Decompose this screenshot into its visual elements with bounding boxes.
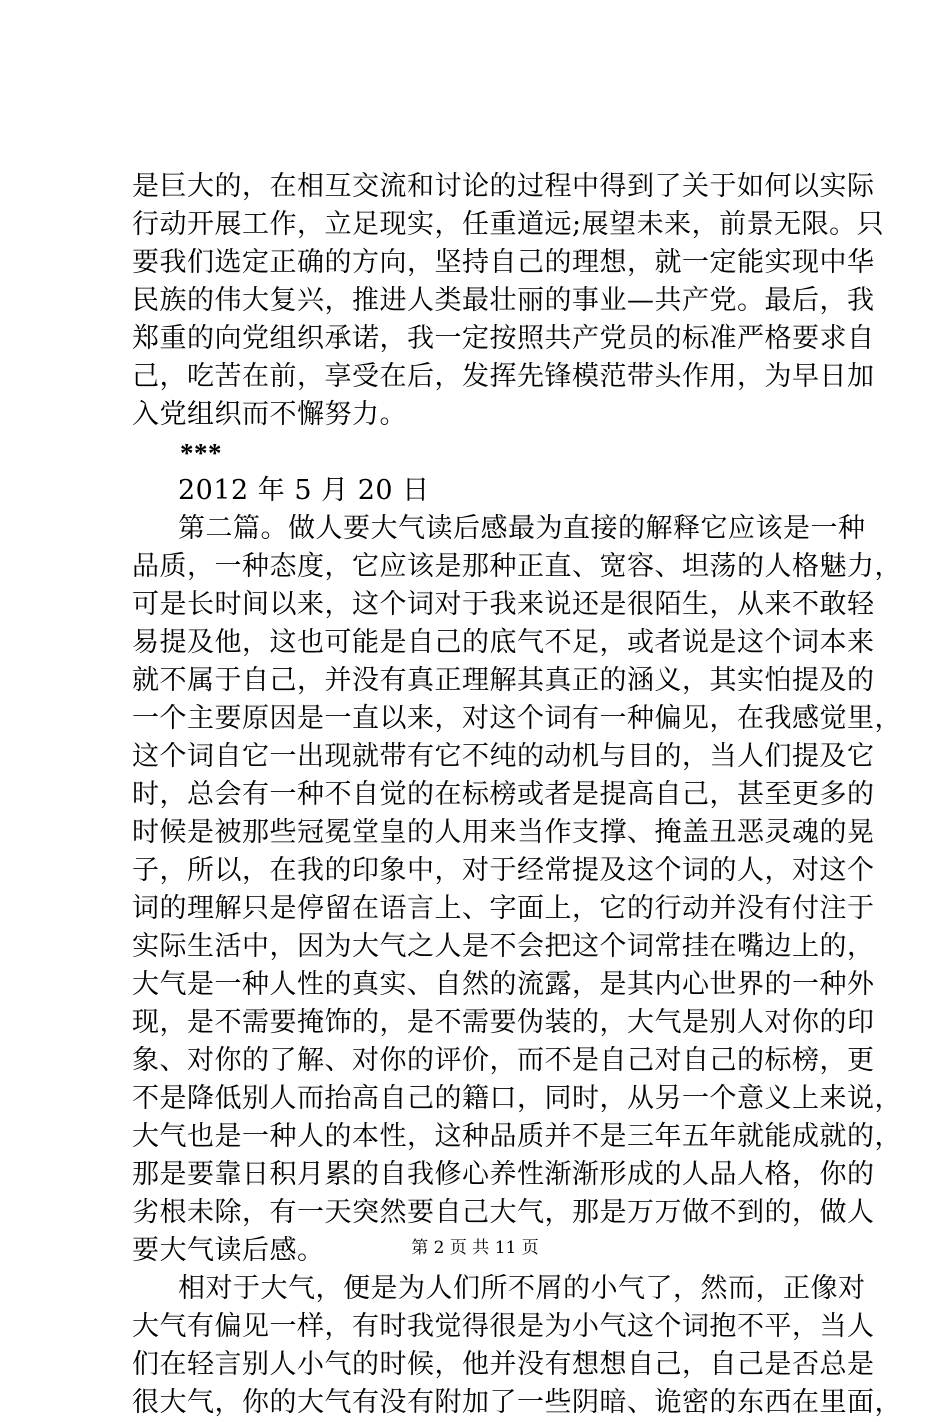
text-line: 要大气读后感。 [132,1235,325,1266]
text-line: 们在轻言别人小气的时候，他并没有想想自己，自己是否总是 [132,1349,875,1380]
paragraph-1 [132,168,885,434]
text-line: 大气是一种人性的真实、自然的流露，是其内心世界的一种外 [132,969,875,1000]
paragraph-3 [132,1270,902,1422]
text-line: 是巨大的，在相互交流和讨论的过程中得到了关于如何以实际 [132,171,875,202]
text-line: 郑重的向党组织承诺，我一定按照共产党员的标准严格要求自 [132,323,875,354]
text-line: 时候是被那些冠冕堂皇的人用来当作支撑、掩盖丑恶灵魂的晃 [132,817,875,848]
text-line: 不是降低别人而抬高自己的籍口，同时，从另一个意义上来说， [132,1083,902,1114]
text-line: 那是要靠日积月累的自我修心养性渐渐形成的人品人格，你的 [132,1159,875,1190]
text-line: 民族的伟大复兴，推进人类最壮丽的事业—共产党。最后，我 [132,285,875,316]
signature: *** [180,438,222,468]
text-line: 这个词自它一出现就带有它不纯的动机与目的，当人们提及它 [132,741,875,772]
text-line: 第二篇。做人要大气读后感最为直接的解释它应该是一种 [178,513,866,544]
text-line: 现，是不需要掩饰的，是不需要伪装的，大气是别人对你的印 [132,1007,875,1038]
date-line: 2012 年 5 月 20 日 [178,475,430,506]
text-line: 相对于大气，便是为人们所不屑的小气了，然而，正像对 [178,1273,866,1304]
text-line: 要我们选定正确的方向，坚持自己的理想，就一定能实现中华 [132,247,875,278]
text-line: 可是长时间以来，这个词对于我来说还是很陌生，从来不敢轻 [132,589,875,620]
text-line: 大气也是一种人的本性，这种品质并不是三年五年就能成就的， [132,1121,902,1152]
text-line: 实际生活中，因为大气之人是不会把这个词常挂在嘴边上的， [132,931,875,962]
text-line: 子，所以，在我的印象中，对于经常提及这个词的人，对这个 [132,855,875,886]
text-line: 很大气，你的大气有没有附加了一些阴暗、诡密的东西在里面， [132,1387,902,1418]
text-line: 入党组织而不懈努力。 [132,399,407,430]
page-number-footer: 第 2 页 共 11 页 [411,1238,539,1258]
document-body [132,168,902,1422]
text-line: 时，总会有一种不自觉的在标榜或者是提高自己，甚至更多的 [132,779,875,810]
text-line: 就不属于自己，并没有真正理解其真正的涵义，其实怕提及的 [132,665,875,696]
text-line: 大气有偏见一样，有时我觉得很是为小气这个词抱不平，当人 [132,1311,875,1342]
text-line: 词的理解只是停留在语言上、字面上，它的行动并没有付注于 [132,893,875,924]
text-line: 一个主要原因是一直以来，对这个词有一种偏见，在我感觉里， [132,703,902,734]
text-line: 行动开展工作，立足现实，任重道远;展望未来，前景无限。只 [132,209,885,240]
text-line: 己，吃苦在前，享受在后，发挥先锋模范带头作用，为早日加 [132,361,875,392]
text-line: 品质，一种态度，它应该是那种正直、宽容、坦荡的人格魅力， [132,551,902,582]
text-line: 劣根未除，有一天突然要自己大气，那是万万做不到的，做人 [132,1197,875,1228]
text-line: 易提及他，这也可能是自己的底气不足，或者说是这个词本来 [132,627,875,658]
text-line: 象、对你的了解、对你的评价，而不是自己对自己的标榜，更 [132,1045,875,1076]
paragraph-2 [132,510,902,1270]
